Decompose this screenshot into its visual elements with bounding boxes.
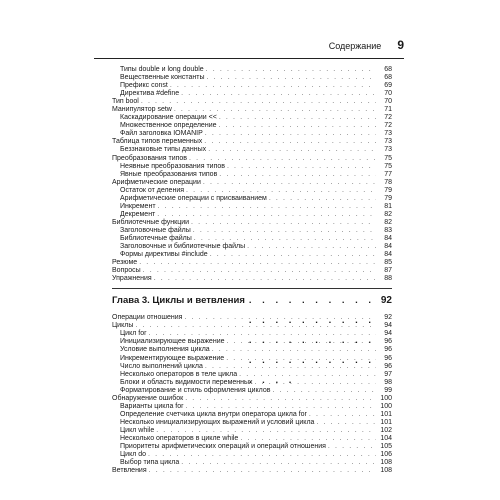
toc-entry-page: 97	[384, 370, 392, 378]
toc-entry-title: Блоки и область видимости переменных	[120, 378, 253, 386]
toc-subentry	[112, 411, 392, 419]
toc-subentry	[112, 195, 392, 203]
toc-entry-title: Обнаружение ошибок	[112, 394, 184, 402]
toc-entry-title: Несколько операторов в теле цикла	[120, 370, 238, 378]
toc-subentry	[112, 243, 392, 251]
toc-entry-page: 100	[380, 402, 392, 410]
dot-leader	[181, 90, 376, 98]
toc-entry-page: 82	[384, 210, 392, 218]
dot-leader	[316, 419, 376, 427]
table-of-contents	[112, 66, 392, 475]
toc-entry-page: 84	[384, 234, 392, 242]
page-header	[94, 38, 404, 59]
toc-subentry	[112, 163, 392, 171]
dot-leader	[189, 155, 376, 163]
running-title: Содержание	[328, 41, 382, 51]
toc-entry-page: 68	[384, 74, 392, 82]
toc-entry-title: Цикл for	[120, 330, 147, 338]
dot-leader	[185, 403, 376, 411]
dot-leader	[226, 355, 376, 363]
toc-subentry	[112, 146, 392, 154]
toc-entry	[112, 179, 392, 187]
toc-entry-page: 96	[384, 346, 392, 354]
toc-subentry	[112, 203, 392, 211]
toc-subentry	[112, 355, 392, 363]
toc-entry-title: Файл заголовка IOMANIP	[120, 130, 203, 138]
toc-section-continued	[112, 66, 392, 283]
toc-subentry	[112, 90, 392, 98]
dot-leader	[212, 346, 376, 354]
toc-entry-title: Приоритеты арифметических операций и операций отношения	[120, 443, 326, 451]
toc-entry-title: Циклы	[112, 322, 134, 330]
toc-subentry	[112, 379, 392, 387]
toc-entry-page: 81	[384, 202, 392, 210]
toc-entry-title: Префикс const	[120, 82, 168, 90]
toc-entry	[112, 314, 392, 322]
toc-subentry	[112, 211, 392, 219]
toc-entry-title: Ветвления	[112, 467, 147, 475]
toc-entry-page: 84	[384, 251, 392, 259]
dot-leader	[210, 251, 376, 259]
toc-entry-page: 108	[380, 459, 392, 467]
toc-subentry	[112, 251, 392, 259]
dot-leader	[184, 314, 376, 322]
dot-leader	[272, 387, 376, 395]
toc-entry-title: Инкремент	[120, 202, 156, 210]
dot-leader	[240, 435, 376, 443]
dot-leader	[135, 322, 376, 330]
dot-leader	[156, 427, 376, 435]
dot-leader	[219, 171, 376, 179]
toc-entry-title: Директива #define	[120, 90, 180, 98]
toc-entry-page: 108	[380, 467, 392, 475]
toc-entry-page: 104	[380, 434, 392, 442]
toc-entry-title: Операции отношения	[112, 314, 183, 322]
toc-entry-page: 72	[384, 122, 392, 130]
toc-entry-page: 71	[384, 106, 392, 114]
dot-leader	[185, 395, 376, 403]
page-number: 9	[397, 38, 404, 52]
dot-leader	[194, 235, 376, 243]
toc-entry-page: 73	[384, 130, 392, 138]
toc-entry-page: 75	[384, 162, 392, 170]
toc-entry-title: Беззнаковые типы данных	[120, 146, 207, 154]
dot-leader	[191, 219, 376, 227]
toc-entry-page: 101	[380, 410, 392, 418]
toc-subentry	[112, 82, 392, 90]
toc-entry-title: Арифметические операции с присваиванием	[120, 194, 267, 202]
dot-leader	[204, 138, 376, 146]
toc-entry	[112, 322, 392, 330]
dot-leader	[139, 259, 376, 267]
toc-entry-page: 84	[384, 243, 392, 251]
toc-entry-title: Форматирование и стиль оформления циклов	[120, 386, 271, 394]
toc-entry-title: Вещественные константы	[120, 74, 205, 82]
toc-entry-page: 79	[384, 194, 392, 202]
toc-entry-title: Библиотечные файлы	[120, 234, 192, 242]
toc-subentry	[112, 74, 392, 82]
toc-entry-title: Инициализирующее выражение	[120, 338, 225, 346]
toc-entry-title: Таблица типов переменных	[112, 138, 203, 146]
dot-leader	[186, 187, 376, 195]
toc-subentry	[112, 363, 392, 371]
toc-subentry	[112, 371, 392, 379]
toc-entry-title: Упражнения	[112, 275, 152, 283]
toc-subentry	[112, 435, 392, 443]
dot-leader	[148, 330, 376, 338]
toc-subentry	[112, 330, 392, 338]
toc-entry-title: Выбор типа цикла	[120, 459, 180, 467]
toc-entry-title: Каскадирование операции <<	[120, 114, 217, 122]
toc-entry-title: Множественное определение	[120, 122, 217, 130]
toc-subentry	[112, 443, 392, 451]
dot-leader	[181, 459, 376, 467]
toc-entry-page: 77	[384, 170, 392, 178]
dot-leader	[158, 203, 376, 211]
toc-entry-title: Определение счетчика цикла внутри оператора цикла for	[120, 410, 307, 418]
dot-leader	[193, 227, 376, 235]
dot-leader	[141, 98, 376, 106]
toc-entry-title: Инкрементирующее выражение	[120, 354, 225, 362]
toc-entry-page: 105	[380, 443, 392, 451]
toc-entry-title: Арифметические операции	[112, 178, 201, 186]
toc-entry-page: 96	[384, 362, 392, 370]
toc-entry-title: Несколько инициализирующих выражений и условий цикла	[120, 418, 315, 426]
dot-leader	[309, 411, 376, 419]
dot-leader	[219, 122, 377, 130]
toc-entry-page: 99	[384, 386, 392, 394]
toc-entry	[112, 106, 392, 114]
toc-entry-title: Неявные преобразования типов	[120, 162, 225, 170]
toc-entry-page: 106	[380, 451, 392, 459]
toc-entry	[112, 155, 392, 163]
toc-entry-page: 83	[384, 226, 392, 234]
dot-leader	[239, 371, 376, 379]
toc-entry-page: 78	[384, 178, 392, 186]
dot-leader	[170, 82, 376, 90]
toc-subentry	[112, 235, 392, 243]
toc-entry-page: 69	[384, 82, 392, 90]
toc-entry-title: Явные преобразования типов	[120, 170, 218, 178]
toc-entry-page: 96	[384, 354, 392, 362]
toc-entry-page: 82	[384, 218, 392, 226]
dot-leader	[205, 363, 376, 371]
toc-subentry	[112, 451, 392, 459]
toc-entry-title: Типы double и long double	[120, 66, 204, 73]
toc-entry-title: Декремент	[120, 210, 156, 218]
toc-entry-page: 75	[384, 154, 392, 162]
toc-entry-page: 73	[384, 146, 392, 154]
toc-subentry	[112, 403, 392, 411]
toc-entry-title: Цикл do	[120, 451, 147, 459]
toc-subentry	[112, 227, 392, 235]
toc-entry	[112, 259, 392, 267]
dot-leader	[207, 74, 377, 82]
toc-entry-title: Заголовочные файлы	[120, 226, 191, 234]
dot-leader	[154, 275, 376, 283]
toc-entry-page: 79	[384, 186, 392, 194]
toc-subentry	[112, 114, 392, 122]
chapter-heading	[112, 288, 392, 311]
toc-subentry	[112, 171, 392, 179]
toc-entry-page: 72	[384, 114, 392, 122]
dot-leader	[206, 66, 376, 74]
dot-leader	[148, 451, 376, 459]
toc-entry	[112, 467, 392, 475]
toc-subentry	[112, 387, 392, 395]
toc-subentry	[112, 338, 392, 346]
chapter-page-number: 92	[380, 295, 392, 307]
toc-entry-title: Цикл while	[120, 426, 155, 434]
toc-entry	[112, 275, 392, 283]
dot-leader	[328, 443, 376, 451]
toc-subentry	[112, 346, 392, 354]
toc-entry-page: 96	[384, 338, 392, 346]
dot-leader	[227, 163, 376, 171]
toc-entry-page: 94	[384, 330, 392, 338]
toc-entry-title: Преобразования типов	[112, 154, 188, 162]
toc-section-chapter-3	[112, 314, 392, 475]
toc-subentry	[112, 187, 392, 195]
dot-leader	[143, 267, 376, 275]
dot-leader	[149, 467, 376, 475]
toc-entry-page: 85	[384, 259, 392, 267]
dot-leader	[269, 195, 376, 203]
dot-leader	[219, 114, 376, 122]
toc-subentry	[112, 419, 392, 427]
dot-leader	[157, 211, 376, 219]
toc-entry-title: Резюме	[112, 259, 138, 267]
toc-entry-title: Манипулятор setw	[112, 106, 172, 114]
toc-entry-page: 70	[384, 98, 392, 106]
toc-entry	[112, 267, 392, 275]
toc-entry-page: 70	[384, 90, 392, 98]
toc-entry-title: Варианты цикла for	[120, 402, 184, 410]
toc-entry-title: Остаток от деления	[120, 186, 185, 194]
toc-entry	[112, 98, 392, 106]
toc-entry-title: Вопросы	[112, 267, 141, 275]
toc-entry-title: Условие выполнения цикла	[120, 346, 210, 354]
toc-entry-page: 88	[384, 275, 392, 283]
toc-entry-title: Библиотечные функции	[112, 218, 190, 226]
toc-entry-page: 68	[384, 66, 392, 73]
dot-leader	[174, 106, 376, 114]
toc-entry-page: 98	[384, 378, 392, 386]
toc-entry	[112, 219, 392, 227]
toc-entry-page: 73	[384, 138, 392, 146]
dot-leader	[203, 179, 376, 187]
toc-entry-title: Несколько операторов в цикле while	[120, 434, 239, 442]
toc-entry-page: 101	[380, 418, 392, 426]
dot-leader	[227, 338, 377, 346]
toc-entry-title: Формы директивы #include	[120, 251, 208, 259]
toc-subentry	[112, 427, 392, 435]
toc-entry	[112, 138, 392, 146]
toc-entry-page: 94	[384, 322, 392, 330]
dot-leader	[255, 379, 376, 387]
toc-subentry	[112, 459, 392, 467]
toc-entry-page: 102	[380, 426, 392, 434]
toc-entry-title: Число выполнений цикла	[120, 362, 203, 370]
toc-entry-title: Заголовочные и библиотечные файлы	[120, 243, 246, 251]
dot-leader	[247, 243, 376, 251]
dot-leader	[205, 130, 376, 138]
toc-entry	[112, 395, 392, 403]
toc-subentry	[112, 66, 392, 74]
dot-leader	[208, 146, 376, 154]
toc-entry-page: 92	[384, 314, 392, 322]
chapter-title: Глава 3. Циклы и ветвления	[112, 295, 245, 307]
toc-entry-page: 87	[384, 267, 392, 275]
toc-entry-page: 100	[380, 394, 392, 402]
toc-entry-title: Тип bool	[112, 98, 139, 106]
